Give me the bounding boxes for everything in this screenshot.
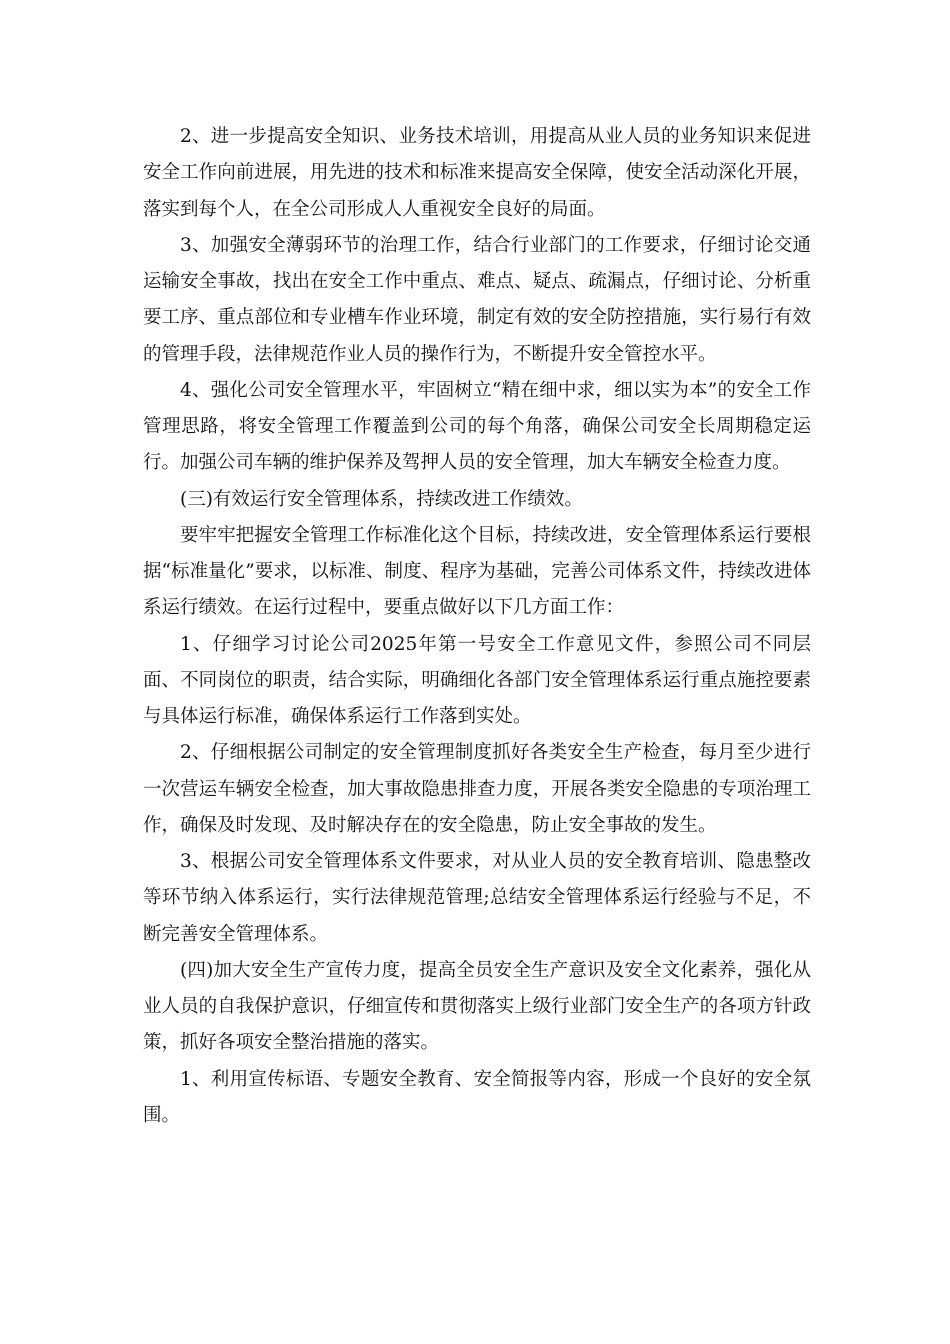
paragraph-item-1-study: 1、仔细学习讨论公司2025年第一号安全工作意见文件，参照公司不同层面、不同岗位的职责，结合实际，明确细化各部门安全管理体系运行重点施控要素与具体运行标准，确保体系运行工作落到实处。: [143, 633, 811, 727]
paragraph-standardization: 要牢牢把握安全管理工作标准化这个目标，持续改进，安全管理体系运行要根据“标准量化”要求，以标准、制度、程序为基础，完善公司体系文件，持续改进体系运行绩效。在运行过程中，要重点做好以下几方面工作：: [143, 524, 811, 619]
paragraph-item-4-management-level: 4、强化公司安全管理水平，牢固树立“精在细中求，细以实为本”的安全工作管理思路，将安全管理工作覆盖到公司的每个角落，确保公司安全长周期稳定运行。加强公司车辆的维护保养及驾押人员的安全管理，加大车辆安全检查力度。: [143, 379, 811, 474]
document-body: [143, 119, 811, 1134]
section-heading-4: (四)加大安全生产宣传力度，提高全员安全生产意识及安全文化素养，强化从业人员的自我保护意识，仔细宣传和贯彻落实上级行业部门安全生产的各项方针政策，抓好各项安全整治措施的落实。: [143, 959, 811, 1054]
section-heading-3: (三)有效运行安全管理体系，持续改进工作绩效。: [180, 488, 583, 510]
paragraph-item-1-publicity: 1、利用宣传标语、专题安全教育、安全简报等内容，形成一个良好的安全氛围。: [143, 1068, 811, 1126]
paragraph-item-3-system-docs: 3、根据公司安全管理体系文件要求，对从业人员的安全教育培训、隐患整改等环节纳入体系运行，实行法律规范管理;总结安全管理体系运行经验与不足，不断完善安全管理体系。: [143, 851, 811, 945]
paragraph-item-2-inspection: 2、仔细根据公司制定的安全管理制度抓好各类安全生产检查，每月至少进行一次营运车辆安全检查，加大事故隐患排查力度，开展各类安全隐患的专项治理工作，确保及时发现、及时解决存在的安全隐患，防止安全事故的发生。: [143, 742, 811, 836]
paragraph-item-2-training: 2、进一步提高安全知识、业务技术培训，用提高从业人员的业务知识来促进安全工作向前进展，用先进的技术和标准来提高安全保障，使安全活动深化开展，落实到每个人，在全公司形成人人重视安全良好的局面。: [143, 126, 811, 220]
paragraph-item-3-weak-links: 3、加强安全薄弱环节的治理工作，结合行业部门的工作要求，仔细讨论交通运输安全事故，找出在安全工作中重点、难点、疑点、疏漏点，仔细讨论、分析重要工序、重点部位和专业槽车作业环境，制定有效的安全防控措施，实行易行有效的管理手段，法律规范作业人员的操作行为，不断提升安全管控水平。: [143, 234, 811, 365]
